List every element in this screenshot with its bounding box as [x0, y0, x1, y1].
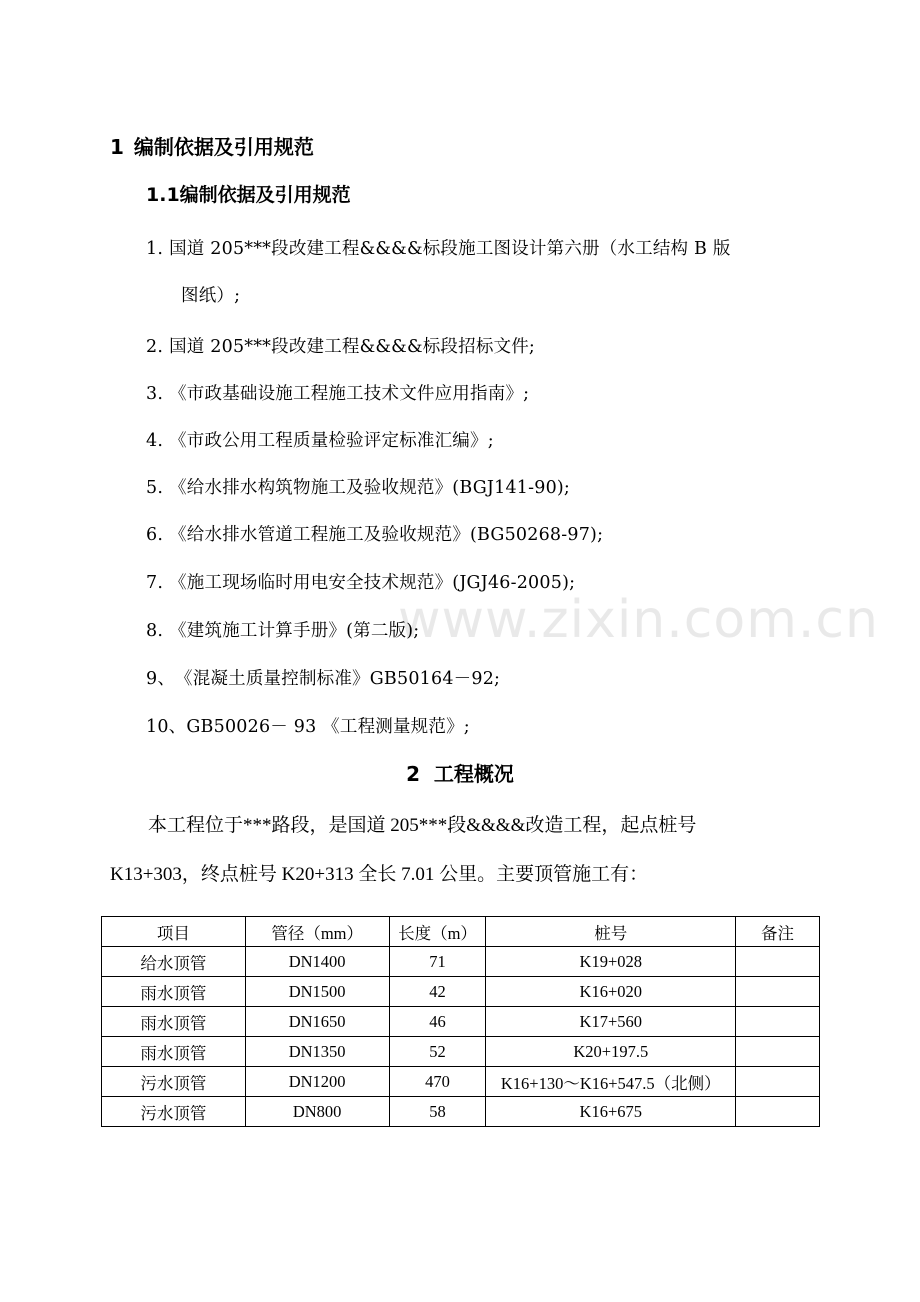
table-cell: 污水顶管	[102, 1067, 246, 1097]
reference-number: 6.	[146, 525, 164, 545]
table-cell: K20+197.5	[486, 1037, 736, 1067]
table-cell: K16+020	[486, 977, 736, 1007]
table-cell	[736, 1097, 820, 1127]
table-cell	[736, 1007, 820, 1037]
table-cell: 470	[389, 1067, 486, 1097]
reference-item	[146, 333, 535, 358]
table-header-row	[102, 917, 820, 947]
table-cell: 52	[389, 1037, 486, 1067]
reference-number: 4.	[146, 431, 164, 451]
reference-item	[146, 427, 494, 452]
reference-text: 《混凝土质量控制标准》GB50164－92;	[175, 669, 501, 689]
reference-item	[146, 665, 500, 690]
table-cell: K17+560	[486, 1007, 736, 1037]
reference-text: GB50026－ 93 《工程测量规范》;	[186, 717, 470, 737]
table-cell: 雨水顶管	[102, 1037, 246, 1067]
table-row	[102, 1097, 820, 1127]
table-cell	[736, 1067, 820, 1097]
reference-number: 10、	[146, 717, 187, 737]
table-row	[102, 947, 820, 977]
reference-text: 国道 205***段改建工程&&&&标段招标文件;	[169, 337, 536, 357]
reference-number: 3.	[146, 384, 164, 404]
table-row	[102, 1007, 820, 1037]
table-cell: DN1350	[245, 1037, 389, 1067]
section-1-1-heading	[146, 180, 351, 207]
watermark: www.zixin.com.cn	[398, 590, 879, 650]
table-cell: K16+130～K16+547.5（北侧）	[486, 1067, 736, 1097]
table-cell: 雨水顶管	[102, 1007, 246, 1037]
reference-text: 《施工现场临时用电安全技术规范》(JGJ46-2005);	[169, 573, 576, 593]
reference-item	[146, 235, 731, 260]
reference-number: 9、	[146, 669, 176, 689]
overview-paragraph-line-1: 本工程位于***路段，是国道 205***段&&&&改造工程，起点桩号	[148, 815, 697, 836]
reference-item	[146, 521, 603, 546]
reference-text: 《给水排水管道工程施工及验收规范》(BG50268-97);	[169, 525, 604, 545]
header-remarks: 备注	[736, 917, 820, 947]
table-cell	[736, 1037, 820, 1067]
reference-text: 《给水排水构筑物施工及验收规范》(BGJ141-90);	[169, 478, 571, 498]
reference-item	[146, 617, 419, 642]
overview-paragraph-line-2: K13+303，终点桩号 K20+313 全长 7.01 公里。主要顶管施工有：	[110, 864, 649, 885]
header-item: 项目	[102, 917, 246, 947]
table-cell: 71	[389, 947, 486, 977]
reference-text-continuation: 图纸）;	[181, 286, 241, 306]
section-1-1-number: 1.1	[146, 184, 180, 206]
reference-text: 《建筑施工计算手册》(第二版);	[169, 621, 420, 641]
section-1-heading	[110, 131, 314, 160]
table-cell: DN800	[245, 1097, 389, 1127]
table-cell: DN1200	[245, 1067, 389, 1097]
table-cell: DN1650	[245, 1007, 389, 1037]
table-cell: 46	[389, 1007, 486, 1037]
table-cell: K19+028	[486, 947, 736, 977]
reference-number: 1.	[146, 239, 164, 259]
table-cell: K16+675	[486, 1097, 736, 1127]
section-1-number: 1	[110, 135, 124, 159]
header-diameter: 管径（mm）	[245, 917, 389, 947]
section-2-heading	[0, 758, 920, 787]
section-1-1-title: 编制依据及引用规范	[179, 184, 351, 206]
header-length: 长度（m）	[389, 917, 486, 947]
table-cell: DN1400	[245, 947, 389, 977]
table-cell: 42	[389, 977, 486, 1007]
section-2-title: 工程概况	[433, 762, 514, 786]
table-row	[102, 1067, 820, 1097]
table-cell: 给水顶管	[102, 947, 246, 977]
reference-number: 8.	[146, 621, 164, 641]
table-cell: DN1500	[245, 977, 389, 1007]
table-row	[102, 1037, 820, 1067]
reference-text: 《市政公用工程质量检验评定标准汇编》;	[169, 431, 494, 451]
table-cell	[736, 977, 820, 1007]
reference-number: 7.	[146, 573, 164, 593]
section-2-number: 2	[406, 762, 420, 786]
reference-text: 《市政基础设施工程施工技术文件应用指南》;	[169, 384, 530, 404]
jacking-pipe-table	[101, 916, 820, 1127]
reference-text: 国道 205***段改建工程&&&&标段施工图设计第六册（水工结构 B 版	[169, 239, 731, 259]
reference-number: 5.	[146, 478, 164, 498]
table-cell: 58	[389, 1097, 486, 1127]
reference-item	[146, 713, 470, 738]
reference-item	[146, 380, 529, 405]
header-station: 桩号	[486, 917, 736, 947]
reference-item	[146, 474, 570, 499]
table-cell: 雨水顶管	[102, 977, 246, 1007]
section-1-title: 编制依据及引用规范	[133, 135, 314, 159]
reference-item	[146, 569, 575, 594]
reference-number: 2.	[146, 337, 164, 357]
table-cell: 污水顶管	[102, 1097, 246, 1127]
table-cell	[736, 947, 820, 977]
table-row	[102, 977, 820, 1007]
